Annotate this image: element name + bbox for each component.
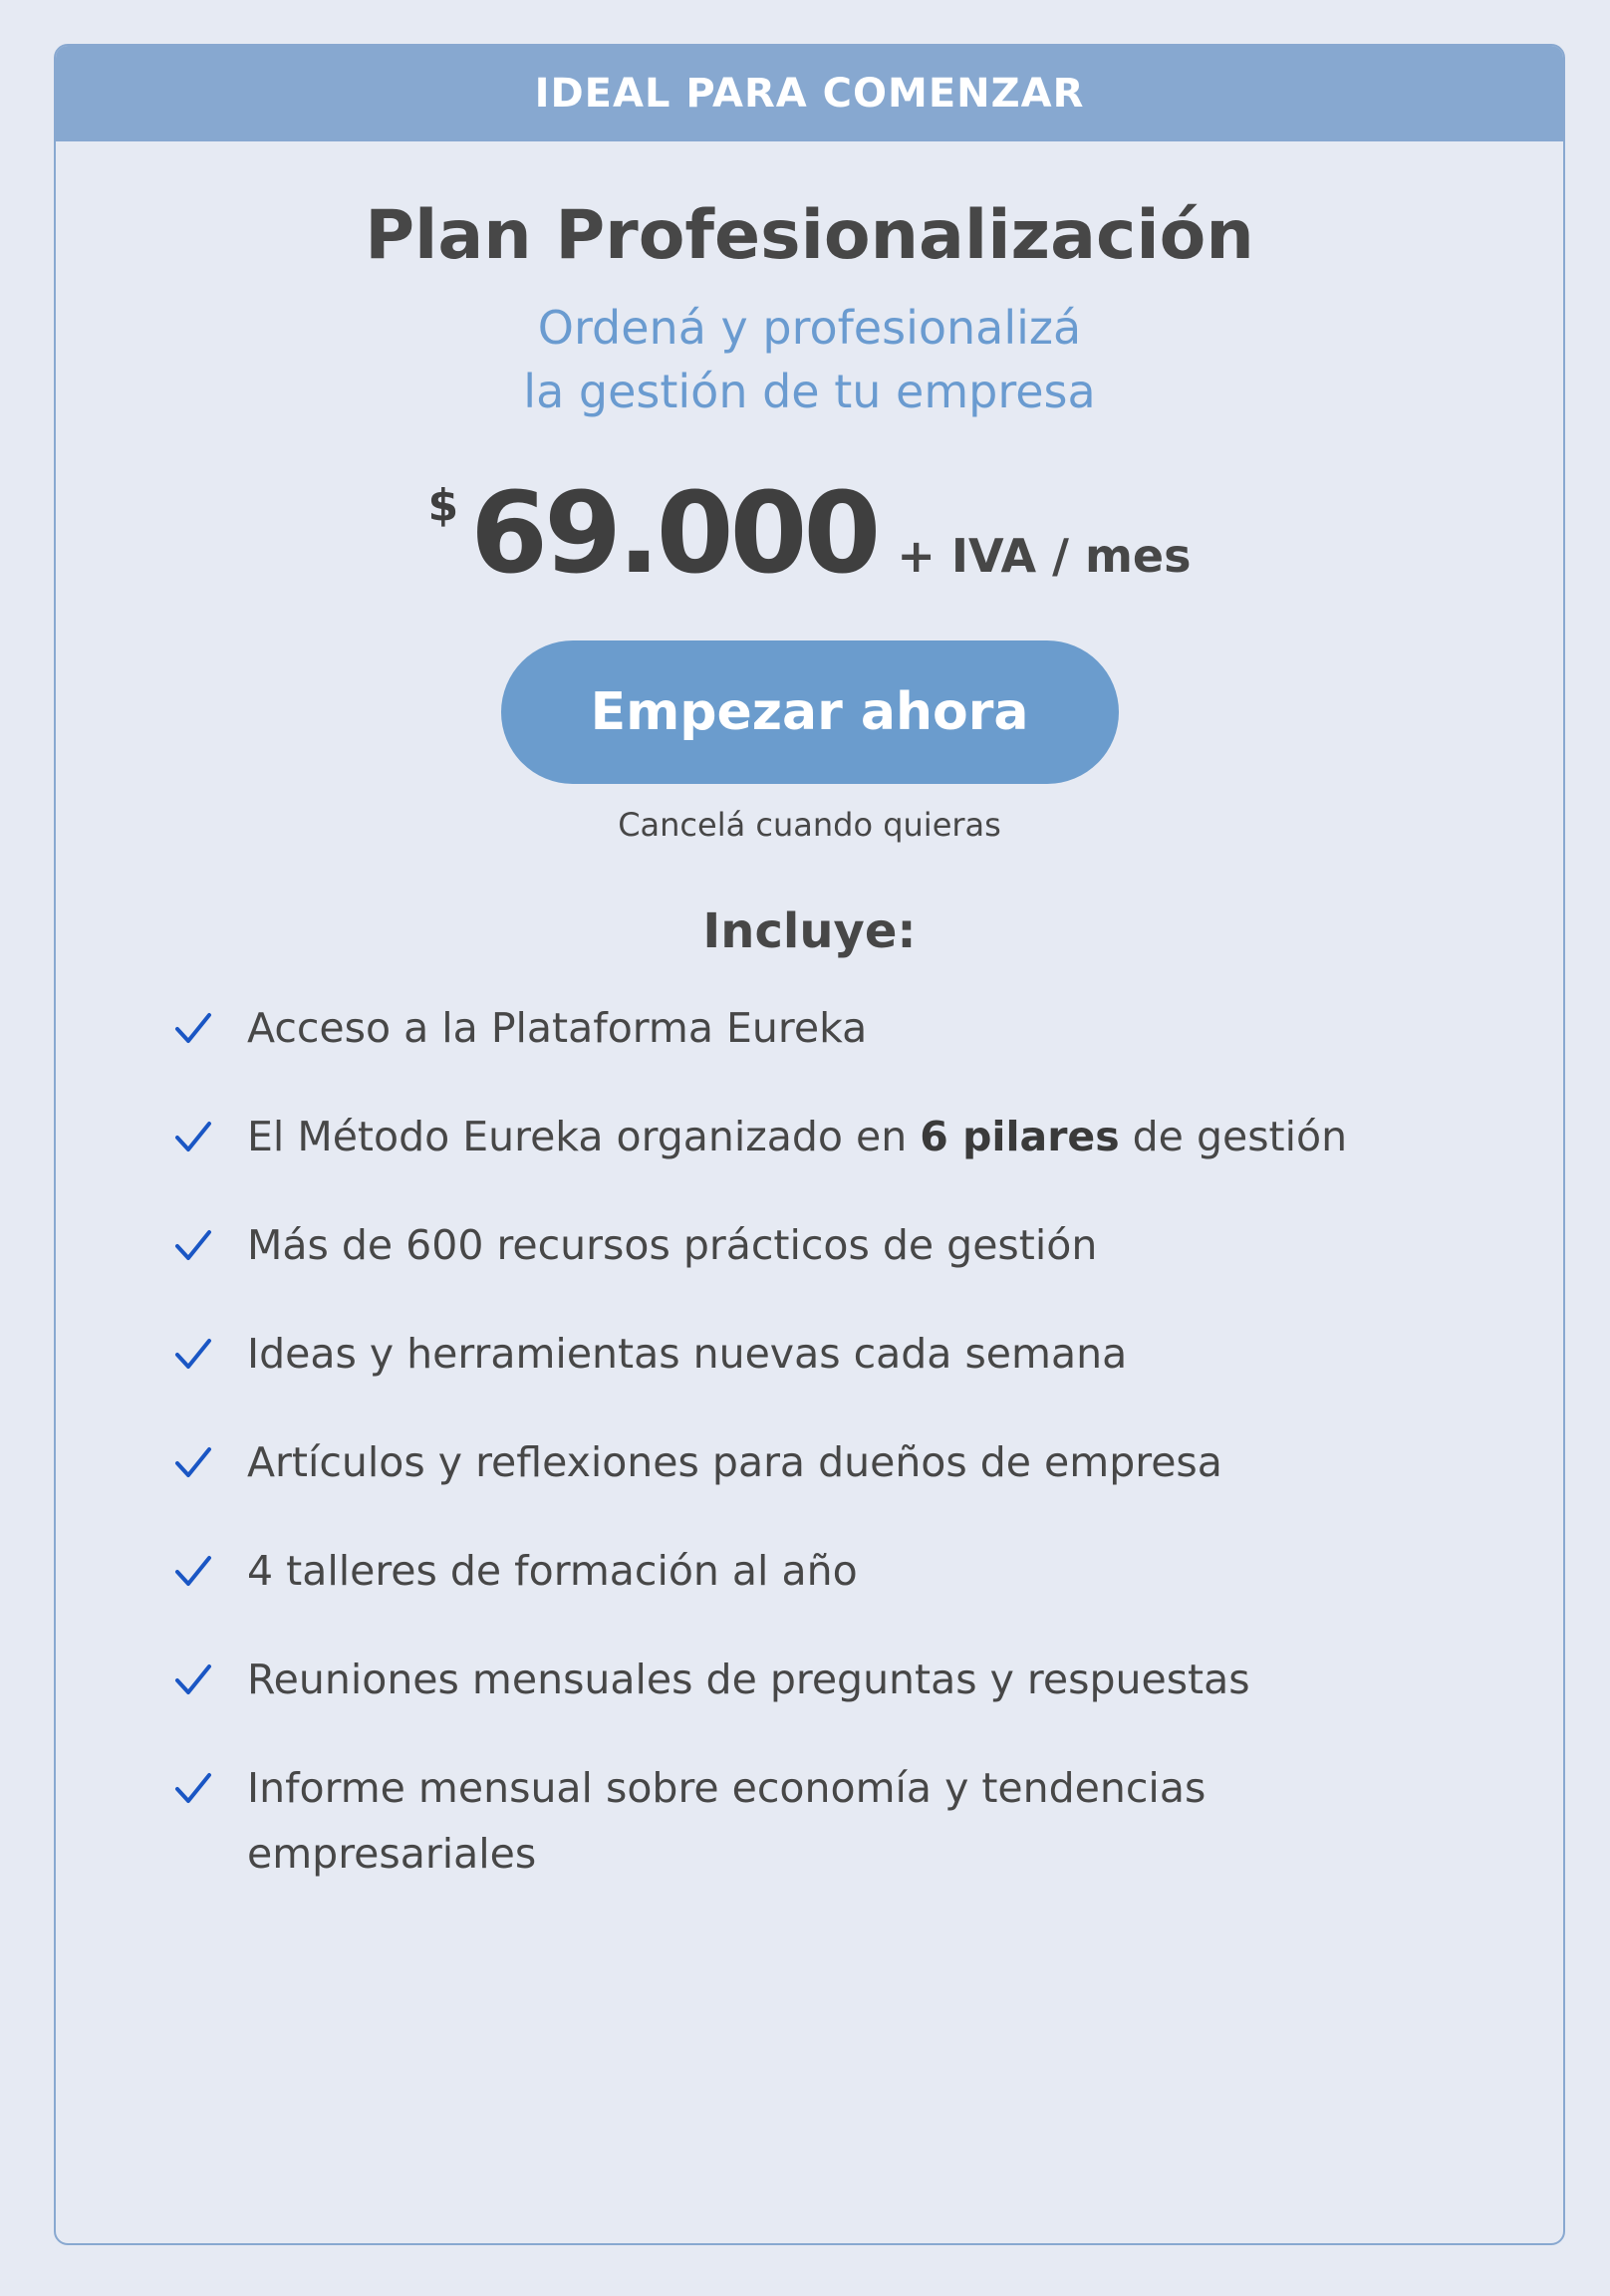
cta-wrapper bbox=[56, 640, 1563, 784]
price-currency: $ bbox=[427, 479, 459, 531]
feature-item bbox=[173, 1538, 1483, 1604]
feature-item bbox=[173, 1104, 1483, 1169]
feature-text: Acceso a la Plataforma Eureka bbox=[247, 1003, 868, 1052]
feature-text-before: El Método Eureka organizado en bbox=[247, 1112, 921, 1160]
plan-title: Plan Profesionalización bbox=[365, 196, 1254, 275]
feature-text-bold: 6 pilares bbox=[920, 1112, 1120, 1160]
feature-item bbox=[173, 1321, 1483, 1387]
feature-item bbox=[173, 1429, 1483, 1495]
check-icon bbox=[173, 1321, 231, 1387]
feature-item bbox=[173, 995, 1483, 1061]
check-icon bbox=[173, 1104, 231, 1169]
feature-text: Ideas y herramientas nuevas cada semana bbox=[247, 1329, 1128, 1378]
feature-text: Artículos y reflexiones para dueños de empresa bbox=[247, 1437, 1222, 1486]
feature-text: Reuniones mensuales de preguntas y respuestas bbox=[247, 1655, 1250, 1703]
feature-text: Más de 600 recursos prácticos de gestión bbox=[247, 1220, 1098, 1269]
cancel-note: Cancelá cuando quieras bbox=[618, 805, 1001, 844]
check-icon bbox=[173, 1429, 231, 1495]
check-icon bbox=[173, 1647, 231, 1712]
feature-item bbox=[173, 1647, 1483, 1712]
plan-subtitle bbox=[56, 296, 1563, 423]
check-icon bbox=[173, 1755, 231, 1821]
plan-banner bbox=[56, 46, 1563, 141]
feature-text-after: de gestión bbox=[1119, 1112, 1348, 1160]
feature-text: 4 talleres de formación al año bbox=[247, 1546, 858, 1595]
plan-subtitle-line-2: la gestión de tu empresa bbox=[523, 364, 1096, 418]
check-icon bbox=[173, 1212, 231, 1278]
banner-label: IDEAL PARA COMENZAR bbox=[534, 71, 1085, 117]
check-icon bbox=[173, 1538, 231, 1604]
feature-text: Informe mensual sobre economía y tendencias empresariales bbox=[247, 1763, 1207, 1878]
check-icon bbox=[173, 995, 231, 1061]
price bbox=[56, 469, 1563, 599]
pricing-card bbox=[54, 44, 1565, 2245]
feature-text bbox=[247, 1104, 1347, 1169]
includes-heading: Incluye: bbox=[702, 902, 917, 959]
price-amount: 69.000 bbox=[470, 468, 878, 599]
start-now-button[interactable]: Empezar ahora bbox=[501, 640, 1119, 784]
features-list bbox=[56, 995, 1563, 1887]
feature-item bbox=[173, 1755, 1483, 1887]
plan-subtitle-line-1: Ordená y profesionalizá bbox=[537, 300, 1082, 355]
price-period: + IVA / mes bbox=[897, 528, 1192, 583]
feature-item bbox=[173, 1212, 1483, 1278]
